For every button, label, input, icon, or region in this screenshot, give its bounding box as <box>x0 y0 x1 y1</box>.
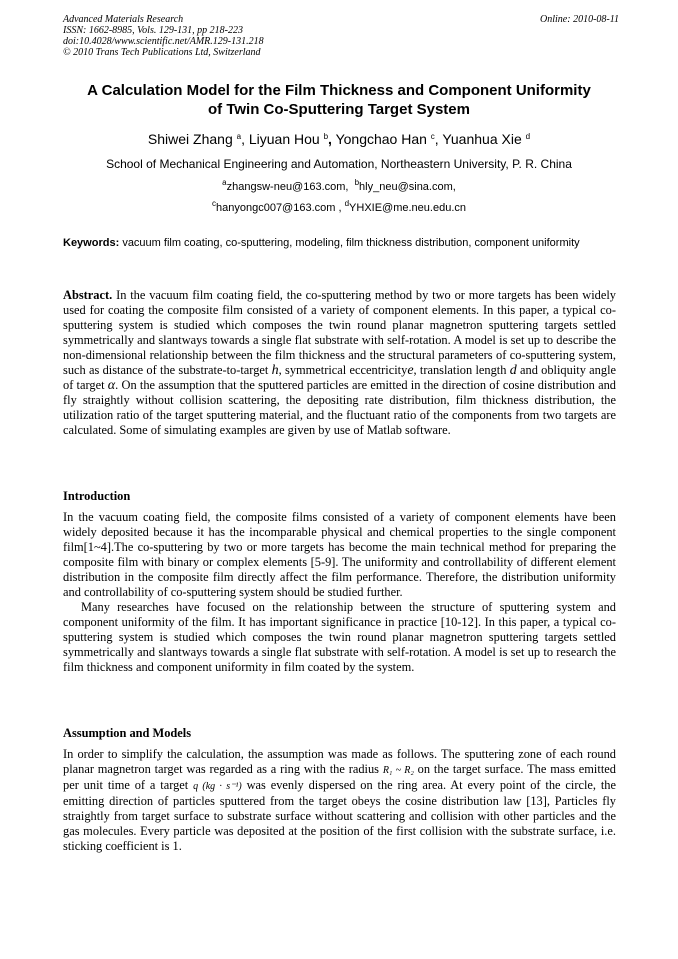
section-heading: Assumption and Models <box>63 726 192 740</box>
issn-line: ISSN: 1662-8985, Vols. 129-131, pp 218-223 <box>63 25 243 36</box>
author-marker: a <box>236 132 242 141</box>
paragraph: In the vacuum coating field, the composite films consisted of a variety of component elements have been widely deposited because it has the incomparable physical and chemical properties to the single component film[1~4].The co-sputtering by two or more targets has become the main technical method for preparing the composite film with binary or complex elements [5-9]. The uniformity and controllability of different element distribution in the composite film directly affect the film performance. Therefore, the distribution uniformity and controllability of co-sputtering system should be studied further. <box>63 510 616 599</box>
author-name: Liyuan Hou <box>248 131 320 147</box>
abstract-text: , translation length <box>413 363 507 377</box>
paragraph-text: on the target surface. The mass emitted per unit time of a target <box>63 762 616 792</box>
email-line-1 <box>40 180 638 194</box>
section-heading: Introduction <box>63 489 131 503</box>
paragraph-text: In order to simplify the calculation, the assumption was made as follows. The sputtering zone of each round planar magnetron target was regarded as a ring with the radius <box>63 747 616 776</box>
paragraph-text: was evenly dispersed on the ring area. At every point of the circle, the emitting direction of particles sputtered from the target obeys the cosine distribution law [13], Particles fly straightly from target surface to substrate surface without scattering and collision with other particles and the gas molecules. Every particle was deposited at the position of the first collision with the substrate surface, i.e. sticking coefficient is 1. <box>63 778 616 853</box>
title-line-2: of Twin Co-Sputtering Target System <box>208 101 470 118</box>
journal-header <box>63 14 619 58</box>
symbol-q: q (kg · s⁻¹) <box>193 781 242 792</box>
author-list: Shiwei Zhang $^a$, Liyuan Hou $^b$, Yongchao Han $^c$, Yuanhua Xie $^d$ <box>147 131 531 147</box>
abstract <box>63 288 616 438</box>
author-name: Shiwei Zhang <box>147 131 233 147</box>
email-line-2 <box>40 201 638 215</box>
email-address: hly_neu@sina.com, <box>359 181 456 193</box>
author-marker: c <box>430 132 435 141</box>
assumption-body <box>63 747 616 854</box>
doi-line: doi:10.4028/www.scientific.net/AMR.129-131.218 <box>63 36 264 47</box>
symbol-d: d <box>509 363 517 378</box>
symbol-radius: R₁ ~ R₂ <box>382 765 414 776</box>
symbol-e: e <box>407 363 414 378</box>
keywords-label: Keywords: <box>63 237 120 249</box>
email-marker: a <box>222 178 227 187</box>
journal-name: Advanced Materials Research <box>63 14 184 25</box>
keywords-text: vacuum film coating, co-sputtering, modeling, film thickness distribution, component uniformity <box>122 237 580 249</box>
abstract-text: , symmetrical eccentricity <box>278 363 408 377</box>
email-address: hanyongc007@163.com , <box>216 202 342 214</box>
abstract-text: and obliquity angle of target <box>63 363 617 392</box>
affiliation: School of Mechanical Engineering and Automation, Northeastern University, P. R. China <box>106 157 572 171</box>
title-line-1: A Calculation Model for the Film Thickness and Component Uniformity <box>87 82 591 99</box>
author-name: Yongchao Han <box>335 131 427 147</box>
email-address: zhangsw-neu@163.com, <box>226 181 349 193</box>
author-name: Yuanhua Xie <box>442 131 522 147</box>
paragraph: Many researches have focused on the relationship between the structure of sputtering system and component uniformity of the film. It has important significance in practice [10-12]. In this paper, a typical co-sputtering system is studied which composes the twin round planar magnetron sputtering targets settled symmetrically and slantways towards a single flat substrate with self-rotation. A model is set up to research the film thickness and component uniformity in film coated by the system. <box>63 600 616 674</box>
email-address: YHXIE@me.neu.edu.cn <box>349 202 466 214</box>
author-marker: b <box>323 132 329 141</box>
symbol-h: h <box>271 363 279 378</box>
email-marker: c <box>212 199 216 208</box>
keywords <box>63 236 616 250</box>
introduction-body <box>63 510 616 675</box>
author-marker: d <box>525 132 531 141</box>
email-marker: b <box>354 178 360 187</box>
copyright-line: © 2010 Trans Tech Publications Ltd, Switzerland <box>63 47 261 58</box>
symbol-alpha: α <box>107 378 116 393</box>
email-marker: d <box>344 199 350 208</box>
abstract-label: Abstract. <box>63 288 113 302</box>
abstract-text: In the vacuum film coating field, the co-sputtering method by two or more targets has been widely used for coating the composite film consisted of a variety of component elements. In this paper, a typical co-sputtering system is studied which composes the twin round planar magnetron sputtering targets settled symmetrically and slantways towards a single flat substrate with self-rotation. A model is set up to describe the non-dimensional relationship between the film thickness and the structural parameters of co-sputtering system, such as distance of the substrate-to-target <box>63 288 616 377</box>
paper-title <box>40 81 638 119</box>
online-date: Online: 2010-08-11 <box>540 14 619 25</box>
abstract-text: . On the assumption that the sputtered particles are emitted in the direction of cosine distribution and fly straightly without collision scattering, the depositing rate distribution, film thickness distribution, the utilization ratio of the target sputtering material, and the fluctuant ratio of the components from two targets are calculated. Some of simulating examples are given by use of Matlab software. <box>63 378 616 437</box>
